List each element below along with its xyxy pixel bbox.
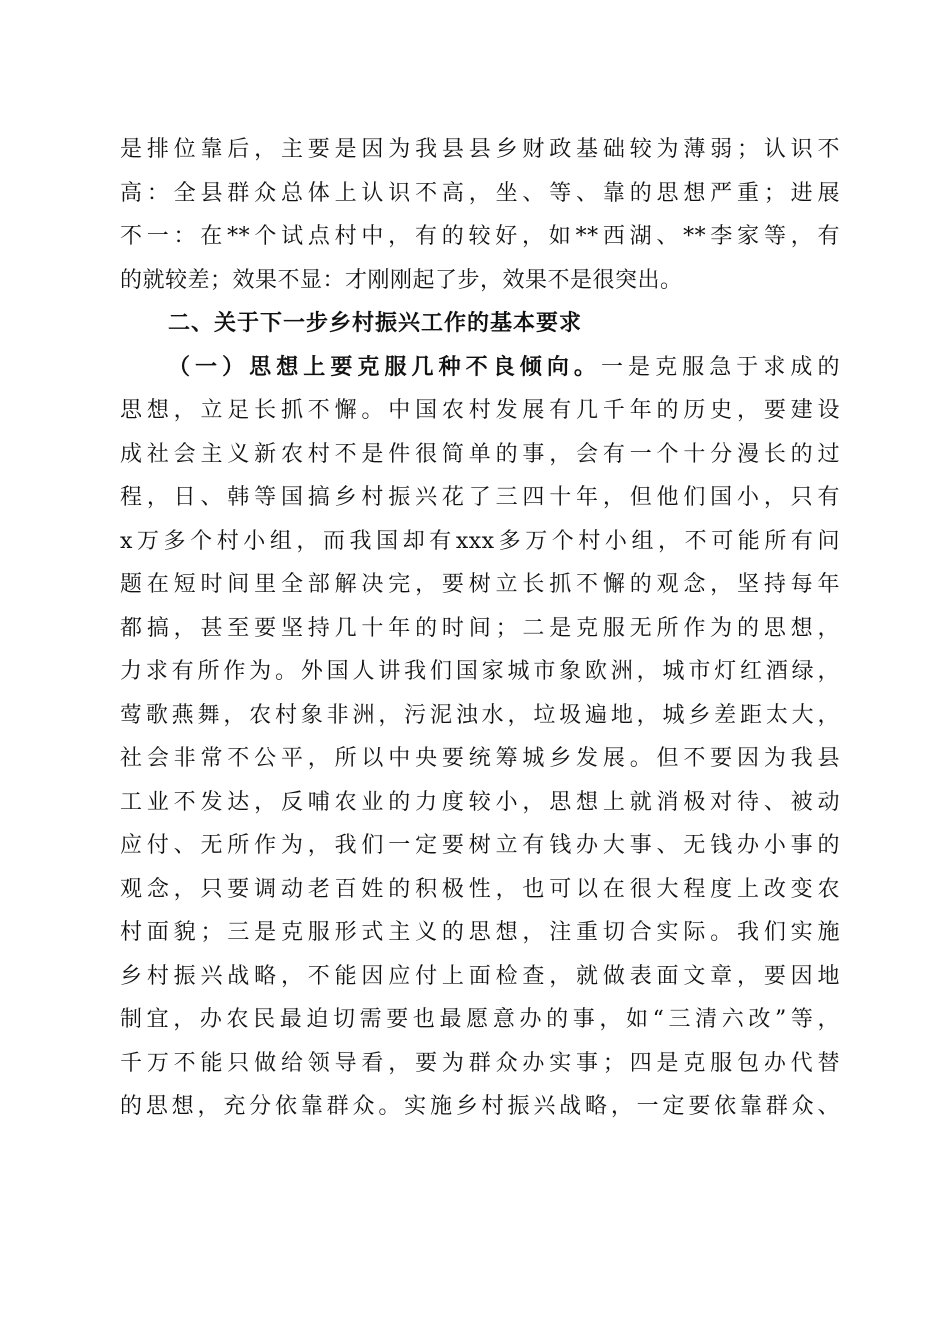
text-line: 的就较差；效果不显：才刚刚起了步，效果不是很突出。 (120, 267, 683, 293)
text-line: 观念，只要调动老百姓的积极性，也可以在很大程度上改变农 (120, 876, 840, 902)
text-line: 莺歌燕舞，农村象非洲，污泥浊水，垃圾遍地，城乡差距太大， (120, 702, 840, 728)
text-line: 不一：在**个试点村中，有的较好，如**西湖、**李家等，有 (120, 224, 840, 249)
text-line: 力求有所作为。外国人讲我们国家城市象欧洲，城市灯红酒绿， (120, 659, 840, 684)
sub-heading-line (120, 346, 840, 390)
text-line: 应付、无所作为，我们一定要树立有钱办大事、无钱办小事的 (120, 833, 840, 858)
text-line: x万多个村小组，而我国却有xxx多万个村小组，不可能所有问 (120, 528, 840, 554)
text-line: 的思想，充分依靠群众。实施乡村振兴战略，一定要依靠群众、 (120, 1094, 840, 1119)
text-line: 程，日、韩等国搞乡村振兴花了三四十年，但他们国小，只有 (120, 485, 840, 510)
text-line: 都搞，甚至要坚持几十年的时间；二是克服无所作为的思想， (120, 615, 840, 641)
text-line: 高：全县群众总体上认识不高，坐、等、靠的思想严重；进展 (120, 180, 840, 206)
text-line: 是排位靠后，主要是因为我县县乡财政基础较为薄弱；认识不 (120, 137, 840, 162)
text-fragment: 一是克服急于求成的 (600, 354, 840, 380)
text-line: 乡村振兴战略，不能因应付上面检查，就做表面文章，要因地 (120, 963, 840, 989)
text-line: 工业不发达，反哺农业的力度较小，思想上就消极对待、被动 (120, 789, 840, 815)
text-line: 思想，立足长抓不懈。中国农村发展有几千年的历史，要建设 (120, 398, 840, 423)
text-line: 题在短时间里全部解决完，要树立长抓不懈的观念，坚持每年 (120, 572, 840, 597)
text-line: 制宜，办农民最迫切需要也最愿意办的事，如“三清六改”等， (120, 1007, 840, 1032)
section-heading: 二、关于下一步乡村振兴工作的基本要求 (168, 311, 583, 336)
sub-heading: （一）思想上要克服几种不良倾向。 (168, 353, 601, 380)
text-line: 千万不能只做给领导看，要为群众办实事；四是克服包办代替 (120, 1050, 840, 1076)
text-line: 村面貌；三是克服形式主义的思想，注重切合实际。我们实施 (120, 920, 840, 945)
document-body (120, 128, 840, 1129)
text-line: 成社会主义新农村不是件很简单的事，会有一个十分漫长的过 (120, 441, 840, 467)
text-line: 社会非常不公平，所以中央要统筹城乡发展。但不要因为我县 (120, 746, 840, 771)
